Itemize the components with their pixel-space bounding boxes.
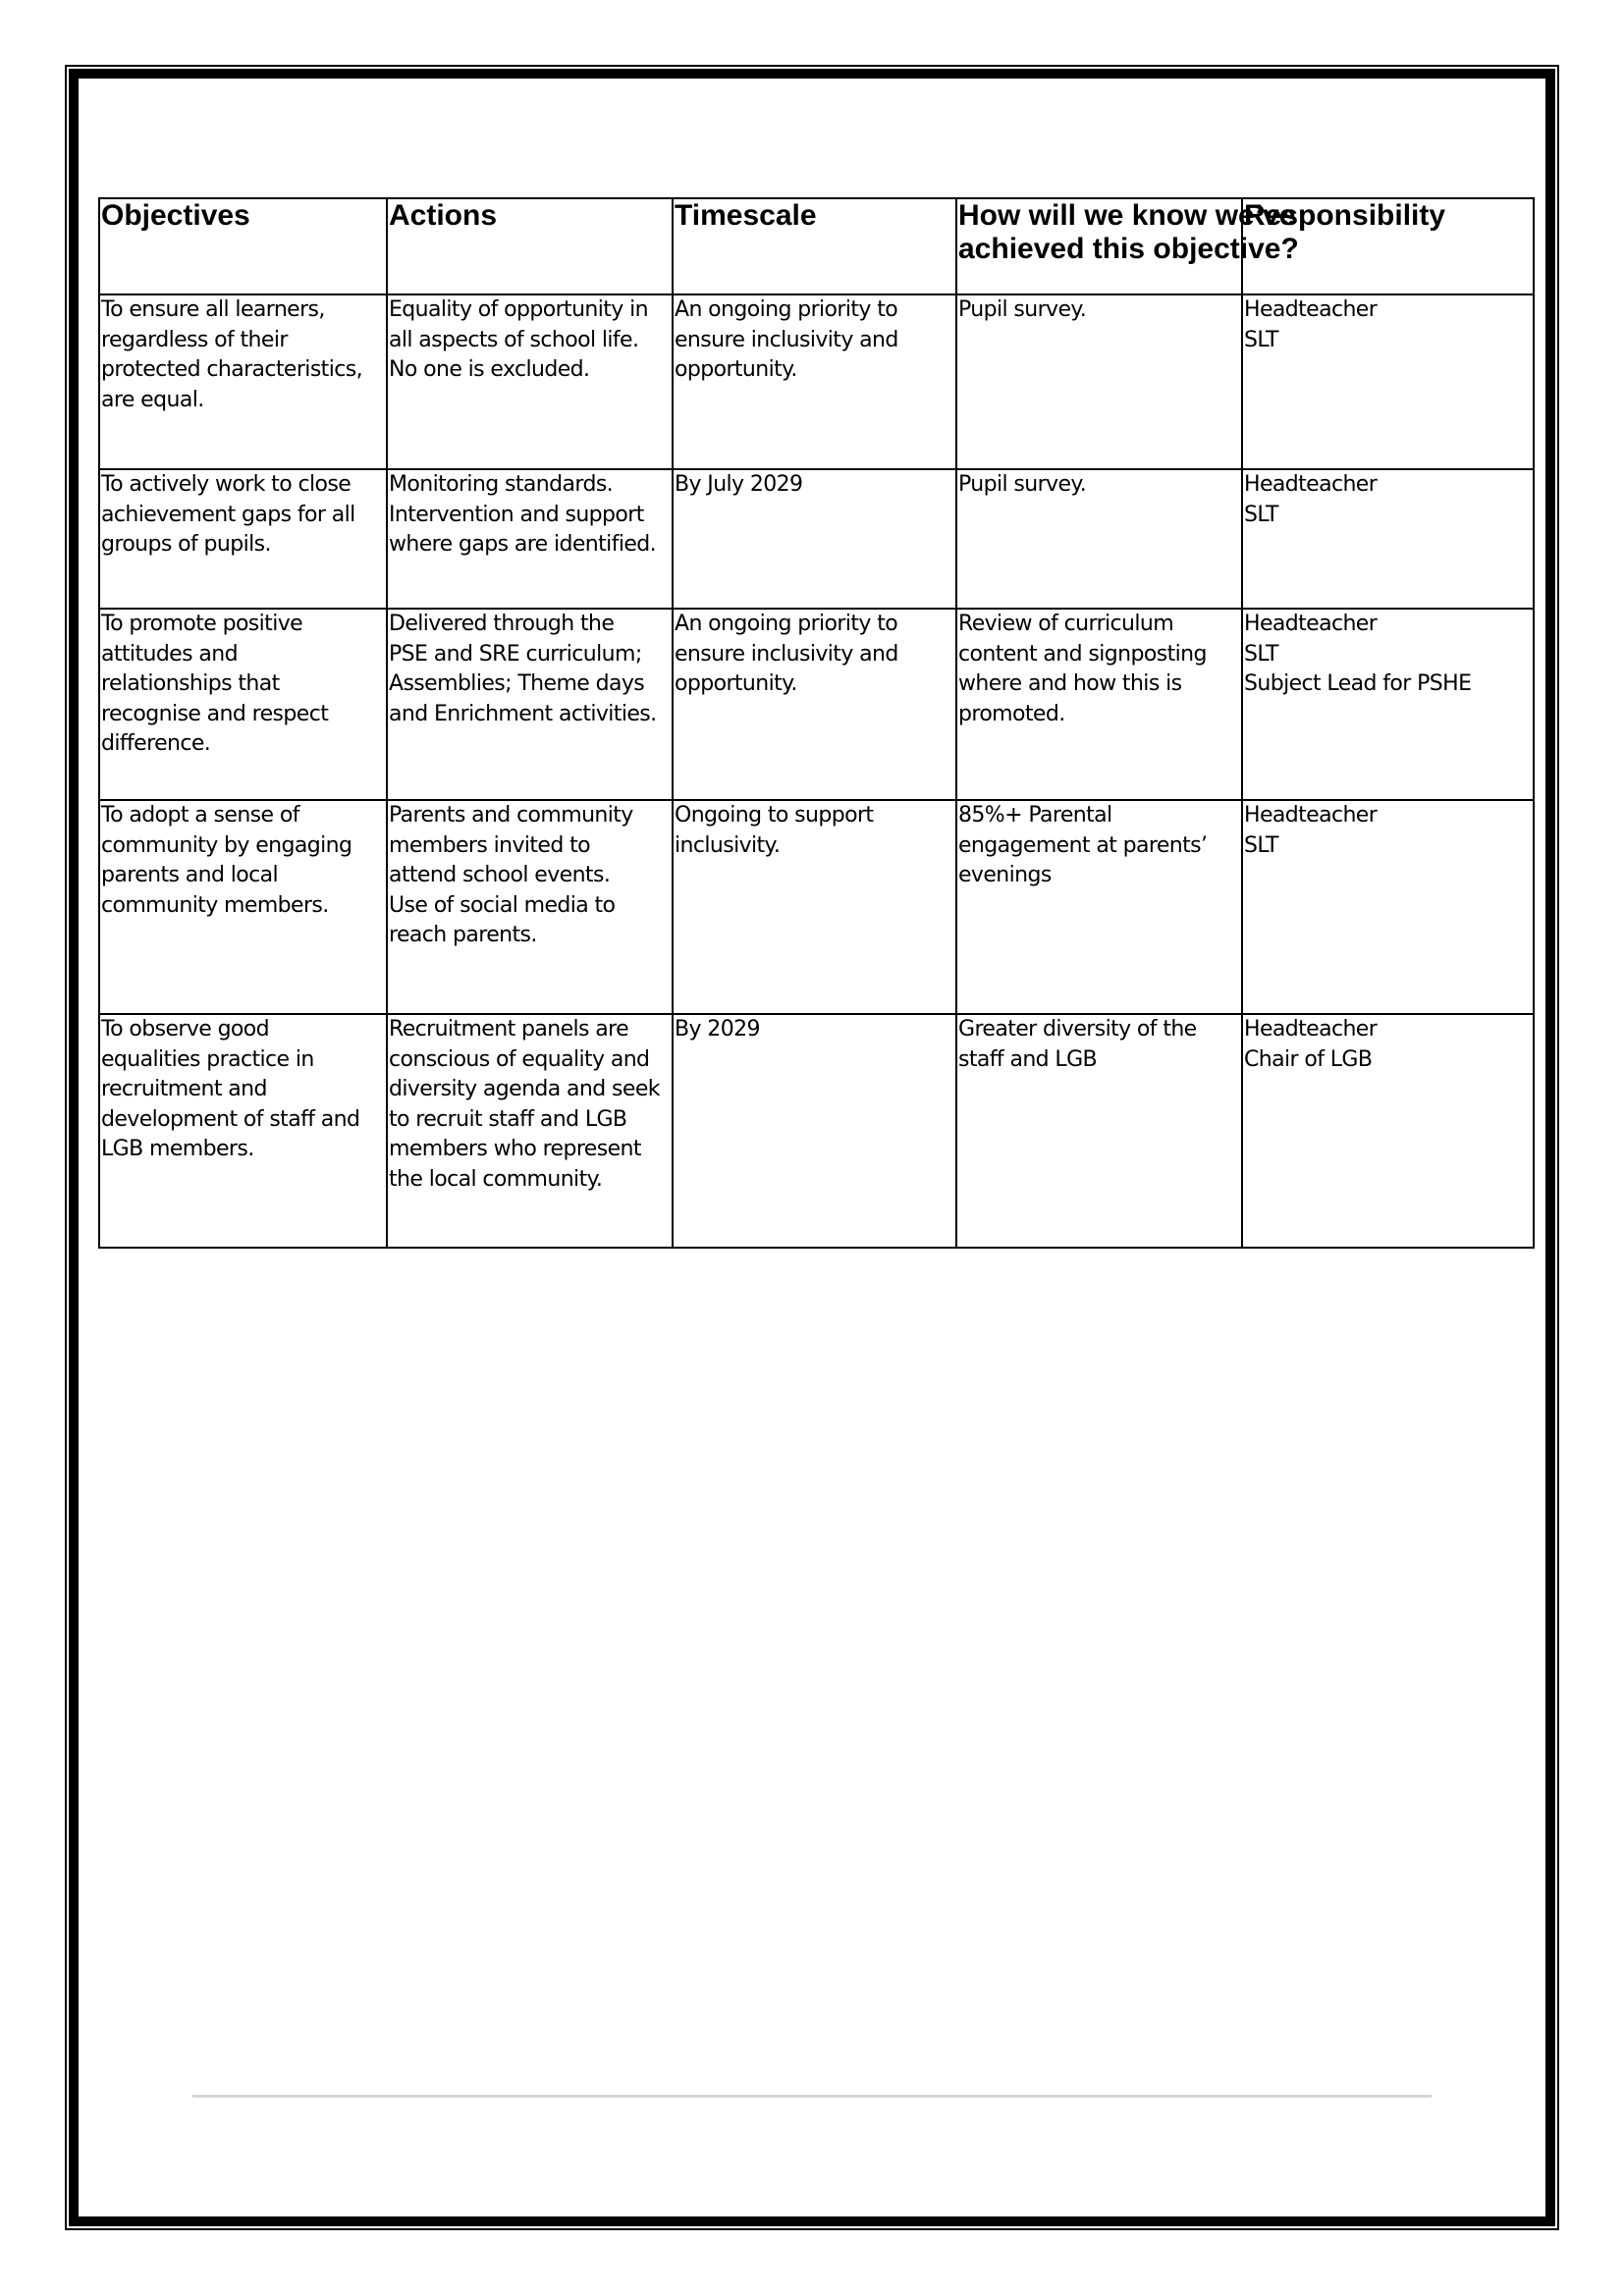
cell-text-line: development of staff and <box>101 1106 360 1132</box>
cell-text-line: where gaps are identified. <box>389 532 657 557</box>
cell-text-line: Pupil survey. <box>958 297 1087 322</box>
cell-text-line: PSE and SRE curriculum; <box>389 641 642 667</box>
table-row <box>99 469 1534 609</box>
header-how-will-we-know <box>956 198 1299 294</box>
table-body <box>99 294 1534 1248</box>
cell-text-line: Review of curriculum <box>958 612 1174 636</box>
cell-text-line: attitudes and <box>101 641 238 667</box>
cell-text-line: attend school events. <box>389 863 611 887</box>
cell-text-line: recognise and respect <box>101 701 329 726</box>
cell-text-line: and Enrichment activities. <box>389 701 657 726</box>
cell-text-line: Monitoring standards. <box>389 472 614 497</box>
cell-text-line: Headteacher <box>1244 297 1378 322</box>
cell-text-line: Subject Lead for PSHE <box>1244 671 1472 696</box>
measure-cell <box>956 294 1242 469</box>
actions-cell <box>387 800 673 1014</box>
cell-text-line: relationships that <box>101 671 280 696</box>
cell-text-line: ensure inclusivity and <box>675 327 898 352</box>
responsibility-cell <box>1242 469 1534 609</box>
cell-text-line: where and how this is <box>958 671 1182 696</box>
responsibility-cell <box>1242 609 1534 800</box>
cell-text-line: diversity agenda and seek <box>389 1077 660 1101</box>
cell-text-line: To adopt a sense of <box>101 803 299 828</box>
cell-text-line: conscious of equality and <box>389 1046 650 1072</box>
cell-text-line: Intervention and support <box>389 502 644 527</box>
cell-text-line: Pupil survey. <box>958 472 1087 497</box>
cell-text-line: opportunity. <box>675 671 797 696</box>
cell-text-line: members who represent <box>389 1137 641 1161</box>
header-timescale: Timescale <box>673 198 956 294</box>
cell-text-line: Chair of LGB <box>1244 1046 1373 1072</box>
actions-cell <box>387 469 673 609</box>
cell-text-line: engagement at parents’ <box>958 832 1208 858</box>
cell-text-line: To ensure all learners, <box>101 297 325 322</box>
actions-cell <box>387 294 673 469</box>
responsibility-cell <box>1242 294 1534 469</box>
cell-text-line: Recruitment panels are <box>389 1017 629 1041</box>
cell-text-line: recruitment and <box>101 1077 267 1101</box>
cell-text-line: community members. <box>101 892 329 918</box>
objective-cell <box>99 609 387 800</box>
cell-text-line: Parents and community <box>389 803 633 828</box>
equality-objectives-table <box>98 197 1535 1249</box>
measure-cell <box>956 469 1242 609</box>
timescale-cell <box>673 1014 956 1248</box>
cell-text-line: An ongoing priority to <box>675 612 898 636</box>
cell-text-line: to recruit staff and LGB <box>389 1106 627 1132</box>
cell-text-line: evenings <box>958 863 1052 887</box>
cell-text-line: To actively work to close <box>101 472 352 497</box>
cell-text-line: members invited to <box>389 832 590 858</box>
cell-text-line: groups of pupils. <box>101 532 271 557</box>
cell-text-line: No one is excluded. <box>389 357 590 382</box>
measure-cell <box>956 1014 1242 1248</box>
cell-text-line: opportunity. <box>675 357 797 382</box>
measure-cell <box>956 800 1242 1014</box>
cell-text-line: Delivered through the <box>389 612 615 636</box>
objective-cell <box>99 294 387 469</box>
header-responsibility: Responsibility <box>1242 198 1534 294</box>
cell-text-line: By July 2029 <box>675 472 803 497</box>
objective-cell <box>99 469 387 609</box>
table-row <box>99 800 1534 1014</box>
actions-cell <box>387 1014 673 1248</box>
timescale-cell <box>673 294 956 469</box>
actions-cell <box>387 609 673 800</box>
cell-text-line: Use of social media to <box>389 892 616 918</box>
cell-text-line: achievement gaps for all <box>101 502 355 527</box>
cell-text-line: To observe good <box>101 1017 270 1041</box>
objective-cell <box>99 800 387 1014</box>
cell-text-line: ensure inclusivity and <box>675 641 898 667</box>
cell-text-line: Headteacher <box>1244 1017 1378 1041</box>
cell-text-line: equalities practice in <box>101 1046 314 1072</box>
table-row <box>99 609 1534 800</box>
cell-text-line: Headteacher <box>1244 612 1378 636</box>
header-how-line-2: achieved this objective? <box>958 233 1299 265</box>
cell-text-line: all aspects of school life. <box>389 327 639 352</box>
cell-text-line: To promote positive <box>101 612 303 636</box>
cell-text-line: 85%+ Parental <box>958 803 1112 828</box>
cell-text-line: Greater diversity of the <box>958 1017 1197 1041</box>
cell-text-line: inclusivity. <box>675 832 781 858</box>
cell-text-line: parents and local <box>101 863 279 887</box>
cell-text-line: Headteacher <box>1244 472 1378 497</box>
objective-cell <box>99 1014 387 1248</box>
responsibility-cell <box>1242 800 1534 1014</box>
cell-text-line: SLT <box>1244 641 1278 667</box>
cell-text-line: regardless of their <box>101 327 288 352</box>
cell-text-line: community by engaging <box>101 832 352 858</box>
cell-text-line: difference. <box>101 731 211 756</box>
cell-text-line: Assemblies; Theme days <box>389 671 645 696</box>
cell-text-line: LGB members. <box>101 1137 254 1161</box>
header-actions: Actions <box>387 198 673 294</box>
table-header-row <box>99 198 1534 294</box>
cell-text-line: Equality of opportunity in <box>389 297 648 322</box>
cell-text-line: content and signposting <box>958 641 1207 667</box>
cell-text-line: staff and LGB <box>958 1046 1098 1072</box>
timescale-cell <box>673 609 956 800</box>
cell-text-line: the local community. <box>389 1166 603 1192</box>
cell-text-line: promoted. <box>958 701 1065 726</box>
cell-text-line: By 2029 <box>675 1017 760 1041</box>
cell-text-line: Headteacher <box>1244 803 1378 828</box>
cell-text-line: Ongoing to support <box>675 803 874 828</box>
table-row <box>99 1014 1534 1248</box>
footer-divider <box>192 2095 1432 2098</box>
cell-text-line: SLT <box>1244 832 1278 858</box>
responsibility-cell <box>1242 1014 1534 1248</box>
cell-text-line: are equal. <box>101 387 204 412</box>
cell-text-line: SLT <box>1244 502 1278 527</box>
cell-text-line: protected characteristics, <box>101 357 362 382</box>
cell-text-line: An ongoing priority to <box>675 297 898 322</box>
table-row <box>99 294 1534 469</box>
measure-cell <box>956 609 1242 800</box>
timescale-cell <box>673 469 956 609</box>
cell-text-line: reach parents. <box>389 923 537 947</box>
timescale-cell <box>673 800 956 1014</box>
header-how-line-1: How will we know we’ve <box>958 199 1296 232</box>
cell-text-line: SLT <box>1244 327 1278 352</box>
header-objectives: Objectives <box>99 198 387 294</box>
